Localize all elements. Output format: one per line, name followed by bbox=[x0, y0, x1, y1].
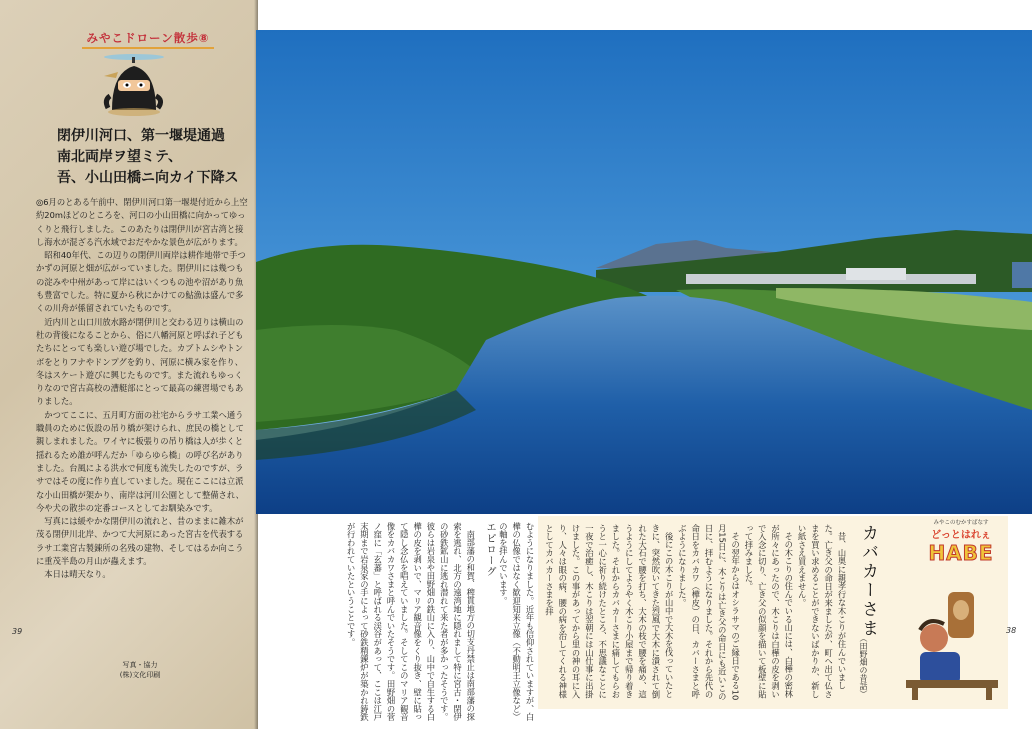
folktale-paragraph: その翌年からはオシラサマのご縁日である10月15日に、木こりは亡き父の命日にも近いこの日に、拝むようになりました。それから先代の命日をカバカワ（樺皮）の日、カバーさまと呼ぶようになりました。 bbox=[677, 524, 741, 701]
habe-logo bbox=[922, 518, 1000, 578]
body-paragraph: ◎6月のとある午前中、閉伊川河口第一堰堤付近から上空約20mほどのところを、河口の小山田橋に向かってゆっくりと飛行しました。このあたりは閉伊川が宮古湾と接し海水が混ざる汽水域でおだやかな景色が広がります。 bbox=[36, 197, 248, 247]
epilogue-paragraph: 南部藩の和賀、稗貫地方の切支丹禁止は南部藩の探索を逃れ、北方の遠湾地に隠れまして特に宮古・閉伊の砂鉄鉱山に逃れ潜れて来た者が多かったそうです。彼らは岩泉や田野畑の鉄山に入り、山中で自生する白樺の皮を剥いで、マリア観音像をくり抜き、壁に貼って隠し念仏を唱えていました。そしてこのマリア観音像をカバカワさまと呼んでいたそうです。田野畑の菅ノ窪に「玄蕃」と呼ばれる渓谷があって、ここは江戸末期まで岩泉家の手によって砂鉄精錬炉が築かれ鋳鉄が行われていたということです。 bbox=[346, 522, 476, 722]
headline-line-2: 南北両岸ヲ望ミテ、 bbox=[57, 149, 183, 165]
folktale-paragraph: 後にこの木こりが山中で大木を伐っていたときに、突然吹いてきた烈風で大木に潰されて倒れた大石で腰を打ち、大木の枝で腰を痛め、這うようにしてようやく木こり小屋まで帰り着きました。それからカバカーさまに痛してもらおうと一心に祈り続けたところ、不思議なことに一夜で治癒し、木こりは翌朝には山仕事に出掛けました。この事があってから里の神の耳に入り、人々は眼の病、腰の病を治してくれる神様としてカバカーさまを拝 bbox=[544, 524, 675, 699]
body-paragraph: 近内川と山口川放水路が閉伊川と交わる辺りは横山の杜の背後になることから、俗に八幡河原と呼ばれ子どもたちにとっても楽しい遊び場でした。カブトムシやトンボをとりフナやドンプグを釣り、河原に横み家を作り、冬はスケート遊びに興じたものです。また流れもゆっくりなので宮古高校の漕艇部にとって最高の練習場でもありました。 bbox=[36, 316, 244, 407]
folktale-paragraph: その木こりの住んでいる山には、白樺の密林が所々にあったので、木こりは白樺の皮を剥いで入念に切り、亡き父の似顔を描いて板壁に貼って拝みました。 bbox=[743, 524, 794, 699]
woodcutter-illustration-icon bbox=[898, 572, 1006, 702]
habe-small-text: みやこのむかすばなす bbox=[933, 520, 989, 526]
series-title: みやこドローン散歩⑧ bbox=[78, 30, 218, 46]
page-number-left: 39 bbox=[12, 627, 23, 636]
folktale-column bbox=[544, 524, 848, 704]
habe-main-text: どっとはれぇ bbox=[931, 530, 991, 541]
body-paragraph: 写真には緩やかな閉伊川の流れと、昔のままに雑木が茂る閉伊川北岸、かつて大河原にあった宮古を代表するラサ工業宮古製錬所の名残の建物、そしてはるか向こうに重茂半島の月山が蟲えます。 bbox=[36, 516, 244, 567]
epilogue-paragraph: むようになりました。近年も信仰されていますが、白樺の仏像ではなく歓迎知来立像（不動明王立像など）の軸を拝んでいます。 bbox=[498, 522, 535, 722]
folktale-title: カバカーさま bbox=[858, 524, 878, 638]
article-body bbox=[36, 196, 248, 582]
epilogue-column bbox=[266, 522, 536, 722]
folktale-paragraph: 昔、山奥に親孝行な木こりが住んでいました。亡き父の命日が来ましたが、町へ出て仏さまを買い求めることができないばかりか、新しい紙さえ買えません。 bbox=[797, 524, 847, 699]
photo-credit bbox=[80, 660, 200, 680]
credit-label: 写真・協力 bbox=[122, 661, 158, 669]
epilogue-heading: エピローグ bbox=[484, 522, 496, 577]
ninja-mascot-icon bbox=[98, 50, 168, 118]
article-headline bbox=[57, 126, 252, 189]
body-paragraph: 昭和40年代、この辺りの閉伊川両岸は耕作地帯で手つかずの河原と畑が広がっていました。閉伊川には幾つもの淀みや中州があって岸にはいくつもの池や沼があり魚も豊富でした。特に夏から秋にかけての鮎漁は盛んで多くの川舟が係留されていたものです。 bbox=[36, 250, 246, 314]
right-page-text-area bbox=[258, 514, 1032, 729]
body-paragraph: かつてここに、五月町方面の社宅からラサ工業へ通う職員のために仮設の吊り橋が架けられ、庶民の橋として親しまれました。ワイヤに板張りの吊り橋は人が歩くと揺れるため誰が呼んだか「ゆらゆら橋」の呼び名がありました。台風による洪水で何度も流失したのですが、ラサではその度に作り直していました。現在ここには立派な小山田橋が架かり、南岸は河川公園として整備され、今や犬の散歩の定番コースとしてお馴染みです。 bbox=[36, 409, 244, 513]
credit-name: (株)文化印刷 bbox=[119, 671, 161, 679]
folktale-subtitle: （田野畑の昔話） bbox=[859, 634, 868, 698]
headline-line-1: 閉伊川河口、第一堰堤通過 bbox=[57, 128, 225, 144]
river-aerial-photo bbox=[256, 30, 1032, 514]
headline-line-3: 吾、小山田橋ニ向カイ下降ス bbox=[57, 170, 239, 186]
page-number-right: 38 bbox=[1006, 626, 1017, 635]
habe-logo-text: HABE bbox=[928, 541, 994, 565]
body-paragraph: 本日は晴天なり。 bbox=[44, 569, 111, 580]
left-page bbox=[0, 0, 258, 729]
